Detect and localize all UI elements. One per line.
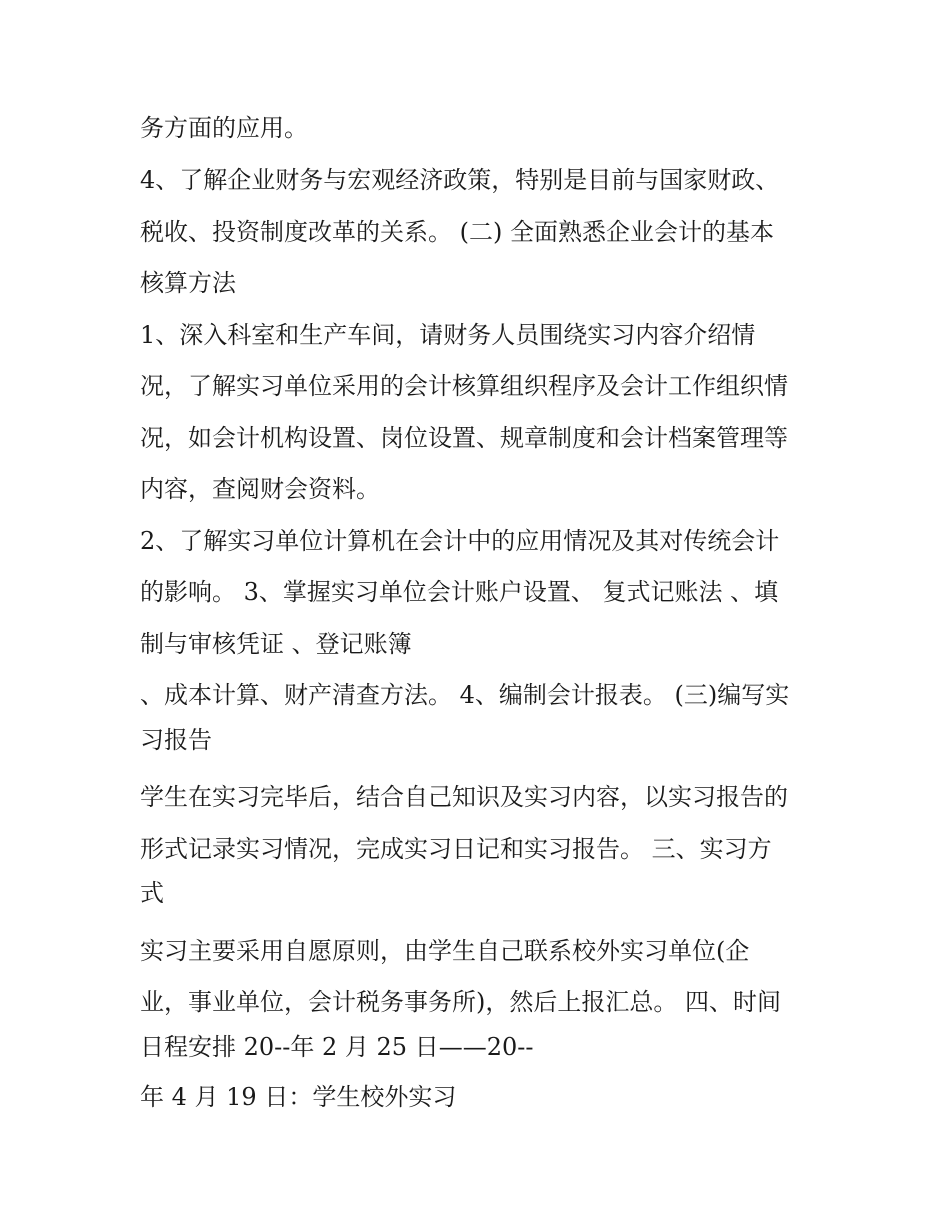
text-line: 2、了解实习单位计算机在会计中的应用情况及其对传统会计 [140, 527, 780, 555]
text-line: 形式记录实习情况，完成实习日记和实习报告。 三、实习方 [140, 835, 772, 863]
text-line: 4、了解企业财务与宏观经济政策，特别是目前与国家财政、 [140, 166, 780, 194]
text-line: 况，如会计机构设置、岗位设置、规章制度和会计档案管理等 [140, 424, 788, 452]
text-line: 日程安排 20--年 2 月 25 日——20-- [140, 1033, 534, 1061]
text-line: 1、深入科室和生产车间，请财务人员围绕实习内容介绍情 [140, 321, 756, 349]
text-line: 业，事业单位，会计税务事务所)，然后上报汇总。 四、时间 [140, 988, 781, 1016]
text-line: 式 [140, 879, 164, 907]
text-line: 实习主要采用自愿原则，由学生自己联系校外实习单位(企 [140, 937, 750, 965]
text-line: 学生在实习完毕后，结合自己知识及实习内容，以实习报告的 [140, 783, 788, 811]
text-line: 年 4 月 19 日：学生校外实习 [140, 1083, 457, 1111]
text-line: 内容，查阅财会资料。 [140, 475, 380, 503]
text-line: 制与审核凭证 、登记账簿 [140, 630, 412, 658]
text-line: 务方面的应用。 [140, 114, 308, 142]
text-line: 况，了解实习单位采用的会计核算组织程序及会计工作组织情 [140, 372, 788, 400]
text-line: 、成本计算、财产清查方法。 4、编制会计报表。 (三)编写实 [140, 681, 790, 709]
text-line: 的影响。 3、掌握实习单位会计账户设置、 复式记账法 、填 [140, 578, 779, 606]
text-line: 核算方法 [140, 269, 236, 297]
text-line: 习报告 [140, 726, 212, 754]
text-line: 税收、投资制度改革的关系。 (二) 全面熟悉企业会计的基本 [140, 218, 774, 246]
